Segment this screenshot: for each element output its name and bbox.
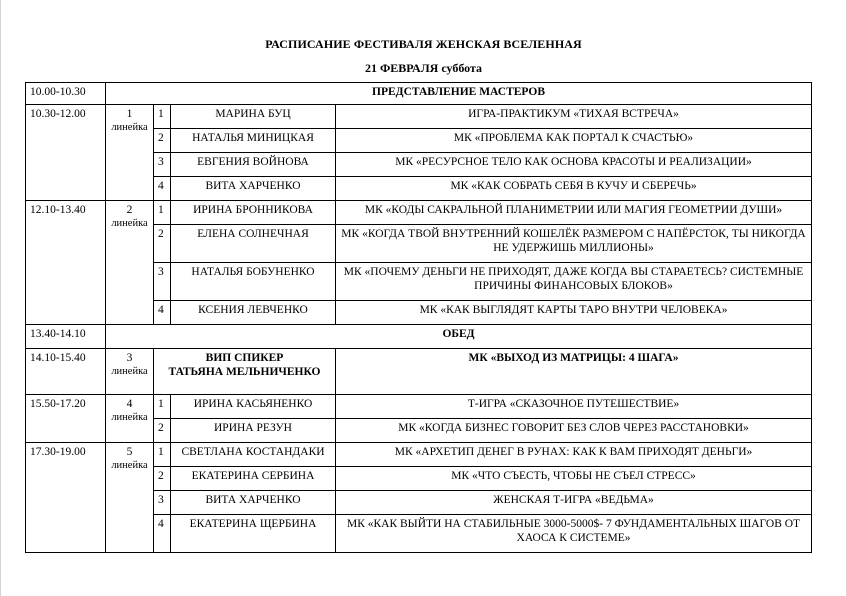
schedule-table <box>25 82 812 553</box>
activity-title: МК «АРХЕТИП ДЕНЕГ В РУНАХ: КАК К ВАМ ПРИХОДЯТ ДЕНЬГИ» <box>336 443 812 467</box>
item-number: 2 <box>154 467 171 491</box>
speaker-name: ЕКАТЕРИНА ЩЕРБИНА <box>171 515 336 553</box>
line-number: 3 <box>126 352 133 364</box>
activity-title: ИГРА-ПРАКТИКУМ «ТИХАЯ ВСТРЕЧА» <box>336 105 812 129</box>
line-cell <box>106 349 154 395</box>
item-number: 2 <box>154 419 171 443</box>
intro-cell: ПРЕДСТАВЛЕНИЕ МАСТЕРОВ <box>106 83 812 105</box>
activity-title: МК «КОГДА ТВОЙ ВНУТРЕННИЙ КОШЕЛЁК РАЗМЕРОМ С НАПЁРСТОК, ТЫ НИКОГДА НЕ УДЕРЖИШЬ МИЛЛИОНЫ» <box>336 225 812 263</box>
lunch-cell: ОБЕД <box>106 325 812 349</box>
activity-title: МК «ПОЧЕМУ ДЕНЬГИ НЕ ПРИХОДЯТ, ДАЖЕ КОГДА ВЫ СТАРАЕТЕСЬ? СИСТЕМНЫЕ ПРИЧИНЫ ФИНАНСОВЫХ БЛОКОВ» <box>336 263 812 301</box>
activity-title: МК «ЧТО СЪЕСТЬ, ЧТОБЫ НЕ СЪЕЛ СТРЕСС» <box>336 467 812 491</box>
time-cell: 14.10-15.40 <box>26 349 106 395</box>
item-number: 4 <box>154 301 171 325</box>
activity-title: ЖЕНСКАЯ Т-ИГРА «ВЕДЬМА» <box>336 491 812 515</box>
activity-title: Т-ИГРА «СКАЗОЧНОЕ ПУТЕШЕСТВИЕ» <box>336 395 812 419</box>
activity-title: МК «КОДЫ САКРАЛЬНОЙ ПЛАНИМЕТРИИ ИЛИ МАГИЯ ГЕОМЕТРИИ ДУШИ» <box>336 201 812 225</box>
table-row <box>26 105 812 129</box>
speaker-name: ЕВГЕНИЯ ВОЙНОВА <box>171 153 336 177</box>
page-edge-left <box>0 0 1 596</box>
time-cell: 13.40-14.10 <box>26 325 106 349</box>
speaker-name: НАТАЛЬЯ МИНИЦКАЯ <box>171 129 336 153</box>
activity-title: МК «КОГДА БИЗНЕС ГОВОРИТ БЕЗ СЛОВ ЧЕРЕЗ РАССТАНОВКИ» <box>336 419 812 443</box>
speaker-name: ИРИНА КАСЬЯНЕНКО <box>171 395 336 419</box>
vip-label: ВИП СПИКЕР <box>205 352 284 364</box>
document-title: РАСПИСАНИЕ ФЕСТИВАЛЯ ЖЕНСКАЯ ВСЕЛЕННАЯ <box>265 37 582 51</box>
item-number: 4 <box>154 515 171 553</box>
speaker-name: ИРИНА РЕЗУН <box>171 419 336 443</box>
line-number: 4 <box>126 398 133 410</box>
speaker-name: МАРИНА БУЦ <box>171 105 336 129</box>
speaker-name: ВИТА ХАРЧЕНКО <box>171 491 336 515</box>
activity-title: МК «ПРОБЛЕМА КАК ПОРТАЛ К СЧАСТЬЮ» <box>336 129 812 153</box>
speaker-name: СВЕТЛАНА КОСТАНДАКИ <box>171 443 336 467</box>
vip-speaker-cell <box>154 349 336 395</box>
vip-name: ТАТЬЯНА МЕЛЬНИЧЕНКО <box>168 366 321 378</box>
table-row <box>26 325 812 349</box>
table-row <box>26 201 812 225</box>
line-label: линейка <box>111 460 148 471</box>
speaker-name: КСЕНИЯ ЛЕВЧЕНКО <box>171 301 336 325</box>
activity-title: МК «КАК ВЫГЛЯДЯТ КАРТЫ ТАРО ВНУТРИ ЧЕЛОВЕКА» <box>336 301 812 325</box>
table-row <box>26 443 812 467</box>
time-cell: 17.30-19.00 <box>26 443 106 553</box>
item-number: 1 <box>154 443 171 467</box>
item-number: 4 <box>154 177 171 201</box>
time-cell: 10.30-12.00 <box>26 105 106 201</box>
item-number: 3 <box>154 263 171 301</box>
time-cell: 15.50-17.20 <box>26 395 106 443</box>
item-number: 1 <box>154 395 171 419</box>
line-cell <box>106 201 154 325</box>
document-subtitle: 21 ФЕВРАЛЯ суббота <box>364 61 483 75</box>
speaker-name: НАТАЛЬЯ БОБУНЕНКО <box>171 263 336 301</box>
speaker-name: ЕЛЕНА СОЛНЕЧНАЯ <box>171 225 336 263</box>
vip-activity-title: МК «ВЫХОД ИЗ МАТРИЦЫ: 4 ШАГА» <box>336 349 812 395</box>
line-number: 1 <box>126 108 133 120</box>
item-number: 3 <box>154 153 171 177</box>
item-number: 2 <box>154 225 171 263</box>
line-number: 5 <box>126 446 133 458</box>
table-row <box>26 395 812 419</box>
line-cell <box>106 105 154 201</box>
line-cell <box>106 395 154 443</box>
activity-title: МК «КАК ВЫЙТИ НА СТАБИЛЬНЫЕ 3000-5000$- 7 ФУНДАМЕНТАЛЬНЫХ ШАГОВ ОТ ХАОСА К СИСТЕМЕ» <box>336 515 812 553</box>
item-number: 1 <box>154 201 171 225</box>
speaker-name: ИРИНА БРОННИКОВА <box>171 201 336 225</box>
item-number: 1 <box>154 105 171 129</box>
line-label: линейка <box>111 366 148 377</box>
line-label: линейка <box>111 412 148 423</box>
activity-title: МК «КАК СОБРАТЬ СЕБЯ В КУЧУ И СБЕРЕЧЬ» <box>336 177 812 201</box>
line-number: 2 <box>126 204 133 216</box>
table-row <box>26 349 812 395</box>
time-cell: 10.00-10.30 <box>26 83 106 105</box>
speaker-name: ВИТА ХАРЧЕНКО <box>171 177 336 201</box>
line-label: линейка <box>111 218 148 229</box>
table-row <box>26 83 812 105</box>
speaker-name: ЕКАТЕРИНА СЕРБИНА <box>171 467 336 491</box>
time-cell: 12.10-13.40 <box>26 201 106 325</box>
item-number: 2 <box>154 129 171 153</box>
line-label: линейка <box>111 122 148 133</box>
line-cell <box>106 443 154 553</box>
item-number: 3 <box>154 491 171 515</box>
activity-title: МК «РЕСУРСНОЕ ТЕЛО КАК ОСНОВА КРАСОТЫ И РЕАЛИЗАЦИИ» <box>336 153 812 177</box>
